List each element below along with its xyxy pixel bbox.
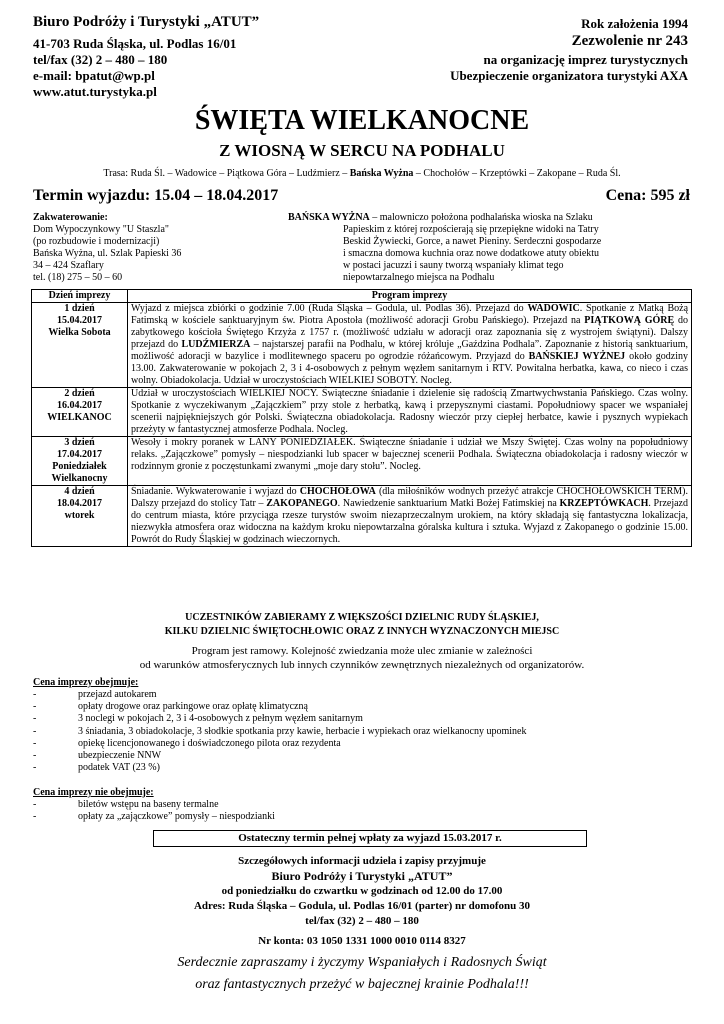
program-place: CHOCHOŁOWA: [299, 486, 376, 497]
program-text: – najstarszej parafii na Podhalu, w której króluje „Gaździna Podhala”. Zapoznanie z historią sanktuarium, możliwość adoracji w bazylice i modlitewnego spaceru po ogrodzie różańcowym. Przyjazd do: [131, 339, 688, 362]
bank-account: Nr konta: 03 1050 1331 1000 0010 0114 8327: [258, 935, 466, 947]
description-line: niepowtarzalnego miejsca na Podhalu: [343, 272, 495, 283]
note-line: Program jest ramowy. Kolejność zwiedzania może ulec zmianie w zależności: [191, 645, 533, 657]
included-section: [33, 676, 713, 774]
day-label: 1 dzień: [64, 303, 95, 314]
table-row: [32, 486, 692, 547]
program-text: Wesoły i mokry poranek w LANY PONIEDZIAŁEK. Świąteczne śniadanie i udział we Mszy Świętej. Czas wolny na popołudniowy relaks. „Zajączkowe” pomysły – niespodzianki lub spacer w bajecznej scenerii Podhala. Świąteczna obiadokolacja i radosny wieczór w rodzinnym gronie z poczęstunkami zwanymi „moje dary stołu”. Nocleg.: [131, 437, 688, 472]
note-line: od warunków atmosferycznych lub innych czynników zewnętrznych niezależnych od organizatorów.: [139, 659, 585, 671]
program-cell: [128, 437, 692, 486]
day-label: 15.04.2017: [57, 315, 102, 326]
contact-address: Adres: Ruda Śląska – Godula, ul. Podlas 16/01 (parter) nr domofonu 30: [193, 900, 531, 912]
route-text-after: – Chochołów – Krzeptówki – Zakopane – Ruda Śl.: [413, 168, 621, 179]
description-line: Beskid Żywiecki, Gorce, a nawet Pieniny. Serdeczni gospodarze: [343, 236, 602, 247]
program-place: BAŃSKIEJ WYŻNEJ: [528, 351, 626, 362]
program-text: Śniadanie. Wykwaterowanie i wyjazd do: [131, 486, 300, 497]
program-text: (dla miłośników wodnych przeżyć atrakcje CHOCHOŁOWSKICH TERM). Dalszy przejazd do stolicy Tatr –: [131, 486, 688, 509]
program-table-body: [32, 303, 692, 547]
founded-year: Rok założenia 1994: [581, 16, 688, 31]
included-heading: Cena imprezy obejmuje:: [33, 677, 139, 688]
route-highlight: Bańska Wyżna: [349, 168, 414, 179]
day-label: 18.04.2017: [57, 498, 102, 509]
pickup-line: KILKU DZIELNIC ŚWIĘTOCHŁOWIC ORAZ Z INNYCH WYZNACZONYCH MIEJSC: [164, 626, 560, 637]
program-text: około godziny 13.00. Zakwaterowanie w pokojach 2, 3 i 4-osobowych z pełnym węzłem sanitarnym i RTV. Powitalna herbatka, kawa, co nieco i czas wolny. Obiadokolacja. Udział w uroczystościach WIELKIEJ SOBOTY. Nocleg.: [131, 351, 688, 386]
contact-agency: Biuro Podróży i Turystyki „ATUT”: [271, 869, 453, 883]
excluded-heading: Cena imprezy nie obejmuje:: [33, 787, 154, 798]
accommodation-heading: Zakwaterowanie:: [33, 212, 108, 223]
agency-address: 41-703 Ruda Śląska, ul. Podlas 16/01: [33, 36, 237, 51]
village-description: [288, 212, 690, 284]
program-text: Udział w uroczystościach WIELKIEJ NOCY. Świąteczne śniadanie i dzielenie się radością Zmartwychwstania Pańskiego. Czas wolny. Spotkanie z wyczekiwanym „Zajączkiem” przy stole z herbatką, kawą i przepysznymi ciastami. Popołudniowy spacer we wspaniałej scenerii najpiękniejszych gór Polski. Świąteczna obiadokolacja. Radosny wieczór przy ciepłej herbatce, kawie i pysznych wypiekach przeżyty w fantastycznej atmosferze Podhala. Nocleg.: [131, 388, 688, 435]
program-note: [0, 644, 724, 672]
day-label: Poniedziałek: [52, 461, 107, 472]
day-cell: [32, 388, 128, 437]
program-cell: [128, 388, 692, 437]
accommodation-block: [33, 212, 273, 284]
accommodation-line: tel. (18) 275 – 50 – 60: [33, 272, 123, 283]
greeting-line: oraz fantastycznych przeżyć w bajecznej krainie Podhala!!!: [195, 977, 529, 992]
pickup-line: UCZESTNIKÓW ZABIERAMY Z WIĘKSZOŚCI DZIELNIC RUDY ŚLĄSKIEJ,: [185, 612, 539, 623]
agency-phone: tel/fax (32) 2 – 480 – 180: [33, 52, 168, 67]
accommodation-line: 34 – 424 Szaflary: [33, 260, 104, 271]
program-text: . Przejazd do centrum miasta, które przyciąga rzesze turystów swoim niezaprzeczalnym urokiem, na który składają się fantastyczna lokalizacja, niezwykła atmosfera oraz widoczna na każdym kroku niepowtarzalna góralska kultura i sztuka. Wyjazd z Zakopanego o godzinie 15.00. Powrót do Rudy Śląskiej w godzinach wieczornych.: [131, 498, 688, 545]
table-header-row: [32, 290, 692, 303]
column-header-program: Program imprezy: [128, 290, 692, 303]
program-text: . Nawiedzenie sanktuarium Matki Bożej Fatimskiej na: [337, 498, 560, 509]
day-label: Wielkanocny: [51, 473, 108, 484]
permit-number: Zezwolenie nr 243: [571, 33, 688, 49]
program-cell: [128, 486, 692, 547]
table-row: [32, 303, 692, 388]
day-label: 16.04.2017: [57, 400, 102, 411]
day-cell: [32, 486, 128, 547]
list-item: - opłaty za „zajączkowe” pomysły – niespodzianki: [33, 811, 713, 823]
program-place: LUDŹMIERZA: [181, 339, 251, 350]
route-text-before: Trasa: Ruda Śl. – Wadowice – Piątkowa Góra – Ludźmierz –: [103, 168, 350, 179]
program-place: ZAKOPANEGO: [266, 498, 338, 509]
list-item: - biletów wstępu na baseny termalne: [33, 799, 713, 811]
page-subtitle: Z WIOSNĄ W SERCU NA PODHALU: [219, 141, 505, 160]
excluded-list: [33, 799, 713, 823]
day-label: 2 dzień: [64, 388, 95, 399]
agency-website[interactable]: www.atut.turystyka.pl: [33, 84, 157, 99]
greeting-line: Serdecznie zapraszamy i życzymy Wspaniałych i Radosnych Świąt: [177, 955, 547, 970]
day-label: 4 dzień: [64, 486, 95, 497]
permit-description: na organizację imprez turystycznych: [483, 52, 688, 67]
accommodation-line: Bańska Wyżna, ul. Szlak Papieski 36: [33, 248, 182, 259]
program-place: WADOWIC: [527, 303, 580, 314]
route-line: [0, 168, 724, 180]
list-item: - opiekę licencjonowanego i doświadczonego pilota oraz rezydenta: [33, 738, 713, 750]
day-label: WIELKANOC: [47, 412, 112, 423]
insurance-info: Ubezpieczenie organizatora turystyki AXA: [450, 68, 688, 83]
contact-line: Szczegółowych informacji udziela i zapisy przyjmuje: [238, 855, 486, 867]
program-text: . Spotkanie z Matką Bożą Fatimską w kościele sanktuaryjnym św. Piotra Apostoła (możliwość adoracji Grobu Pańskiego). Przejazd na: [131, 303, 689, 326]
payment-deadline: Ostateczny termin pełnej wpłaty za wyjazd 15.03.2017 r.: [153, 830, 587, 847]
trip-dates: Termin wyjazdu: 15.04 – 18.04.2017: [33, 187, 279, 204]
list-item: - podatek VAT (23 %): [33, 762, 713, 774]
column-header-day: Dzień imprezy: [32, 290, 128, 303]
included-list: [33, 689, 713, 774]
program-text: Wyjazd z miejsca zbiórki o godzinie 7.00 (Ruda Śląska – Godula, ul. Podlas 36). Przejazd do: [131, 303, 528, 314]
description-line: i smaczna domowa kuchnia oraz nowe dodatkowe atuty obiektu: [343, 248, 600, 259]
village-name: BAŃSKA WYŻNA: [288, 212, 370, 223]
program-cell: [128, 303, 692, 388]
trip-price: Cena: 595 zł: [605, 187, 690, 204]
pickup-notice: [0, 611, 724, 639]
program-text: do zabytkowego kościoła Świętego Krzyża z 1757 r. (możliwość udziału w adoracji oraz zapoznania się z wystrojem świątyni). Dalszy przejazd do: [131, 315, 688, 350]
page-title: ŚWIĘTA WIELKANOCNE: [194, 105, 530, 136]
day-label: Wielka Sobota: [48, 327, 111, 338]
contact-hours: od poniedziałku do czwartku w godzinach od 12.00 do 17.00: [221, 885, 503, 897]
accommodation-line: (po rozbudowie i modernizacji): [33, 236, 160, 247]
description-line: Papieskim z której rozpościerają się przepiękne widoki na Tatry: [343, 224, 599, 235]
list-item: - 3 noclegi w pokojach 2, 3 i 4-osobowych z pełnym węzłem sanitarnym: [33, 713, 713, 725]
program-place: PIĄTKOWĄ GÓRĘ: [584, 315, 675, 326]
list-item: - przejazd autokarem: [33, 689, 713, 701]
agency-name: Biuro Podróży i Turystyki „ATUT”: [33, 14, 260, 30]
table-row: [32, 437, 692, 486]
day-label: 17.04.2017: [57, 449, 102, 460]
excluded-section: [33, 786, 713, 823]
program-place: KRZEPTÓWKACH: [559, 498, 649, 509]
list-item: - 3 śniadania, 3 obiadokolacje, 3 słodkie spotkania przy kawie, herbacie i wypiekach oraz wielkanocny upominek: [33, 726, 713, 738]
day-label: wtorek: [64, 510, 95, 521]
description-line: w postaci jacuzzi i sauny tworzą wspaniały klimat tego: [343, 260, 564, 271]
list-item: - ubezpieczenie NNW: [33, 750, 713, 762]
accommodation-line: Dom Wypoczynkowy "U Staszla": [33, 224, 169, 235]
day-cell: [32, 303, 128, 388]
table-row: [32, 388, 692, 437]
day-label: 3 dzień: [64, 437, 95, 448]
description-first: – malowniczo położona podhalańska wioska na Szlaku: [369, 212, 593, 223]
day-cell: [32, 437, 128, 486]
program-table: [31, 289, 692, 547]
list-item: - opłaty drogowe oraz parkingowe oraz opłatę klimatyczną: [33, 701, 713, 713]
agency-email[interactable]: e-mail: bpatut@wp.pl: [33, 68, 155, 83]
contact-phone: tel/fax (32) 2 – 480 – 180: [305, 915, 419, 927]
